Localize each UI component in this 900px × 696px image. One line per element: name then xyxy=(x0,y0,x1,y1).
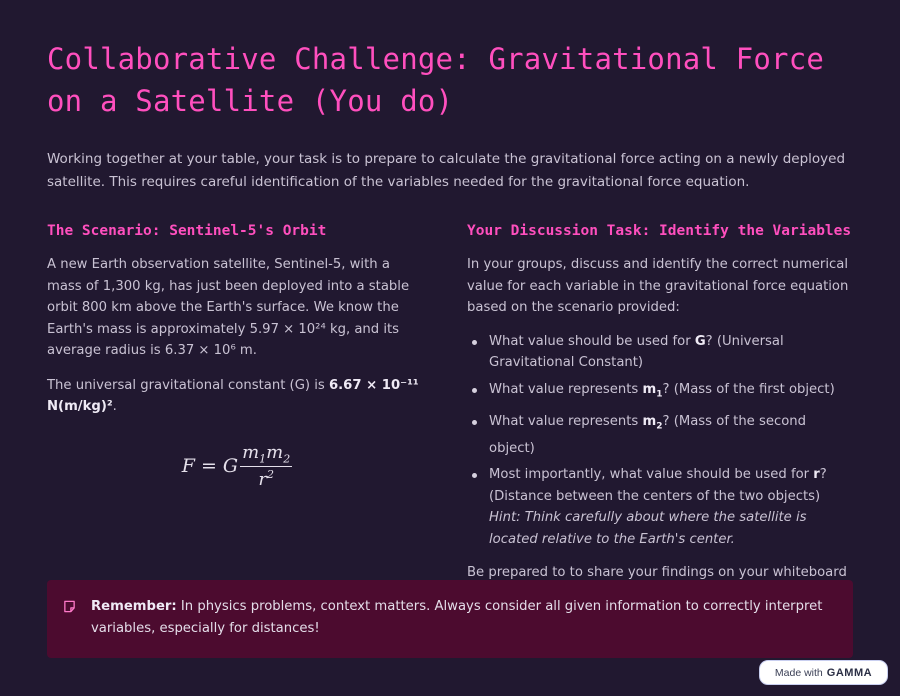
hint-text: Hint: Think carefully about where the satellite is located relative to the Earth's center. xyxy=(489,510,807,547)
callout-label: Remember: xyxy=(91,599,177,614)
callout-text xyxy=(91,596,829,639)
list-item: Most importantly, what value should be used for r? (Distance between the centers of the two objects) Hint: Think carefully about where the satellite is located relative to the Earth's center. xyxy=(467,464,852,550)
list-item: What value represents $m_1$? (Mass of the first object) xyxy=(467,379,852,406)
remember-callout xyxy=(47,580,853,658)
task-intro: In your groups, discuss and identify the correct numerical value for each variable in the gravitational force equation based on the scenario provided: xyxy=(467,257,849,315)
callout-body: In physics problems, context matters. Always consider all given information to correctly interpret variables, especially for distances! xyxy=(91,599,823,636)
list-item: What value should be used for G? (Universal Gravitational Constant) xyxy=(467,331,852,374)
formula-equals: = xyxy=(200,454,217,477)
page-title: Collaborative Challenge: Gravitational Force on a Satellite (You do) xyxy=(47,42,825,118)
note-icon xyxy=(63,600,76,613)
gravity-formula xyxy=(47,442,427,491)
task-section xyxy=(467,220,852,584)
formula-denominator: $r^2$ xyxy=(258,468,274,491)
formula-numerator: $m_1m_2$ xyxy=(242,441,291,466)
badge-prefix: Made with xyxy=(774,666,823,679)
formula-coefficient: G xyxy=(222,454,239,477)
variable-list xyxy=(467,331,852,551)
formula-lhs: F xyxy=(181,454,195,477)
scenario-heading: The Scenario: Sentinel-5's Orbit xyxy=(47,223,327,239)
scenario-paragraph: A new Earth observation satellite, Sentinel-5, with a mass of 1,300 kg, has just been deployed into a stable orbit 800 km above the Earth's surface. We know the Earth's mass is approximately 5.97 × 10²⁴ kg, and its average radius is 6.37 × 10⁶ m. xyxy=(47,257,410,358)
constant-prefix: The universal gravitational constant (G) is xyxy=(47,377,329,393)
gamma-logo: GAMMA xyxy=(826,666,873,679)
constant-suffix: . xyxy=(112,399,117,414)
constant-paragraph xyxy=(47,375,427,418)
task-heading: Your Discussion Task: Identify the Variables xyxy=(467,223,852,239)
closing-paragraph: Be prepared to to share your findings on your whiteboard xyxy=(467,565,847,581)
scenario-section xyxy=(47,220,427,490)
list-item: What value represents $m_2$? (Mass of the second object) xyxy=(467,411,852,460)
intro-paragraph: Working together at your table, your task is to prepare to calculate the gravitational force acting on a newly deployed satellite. This requires careful identification of the variables needed for the gravitational force equation. xyxy=(47,151,846,190)
constant-value: 6.67 × 10⁻¹¹ N(m/kg)² xyxy=(47,377,419,414)
made-with-gamma-badge[interactable] xyxy=(759,660,888,685)
formula-fraction xyxy=(240,442,292,491)
